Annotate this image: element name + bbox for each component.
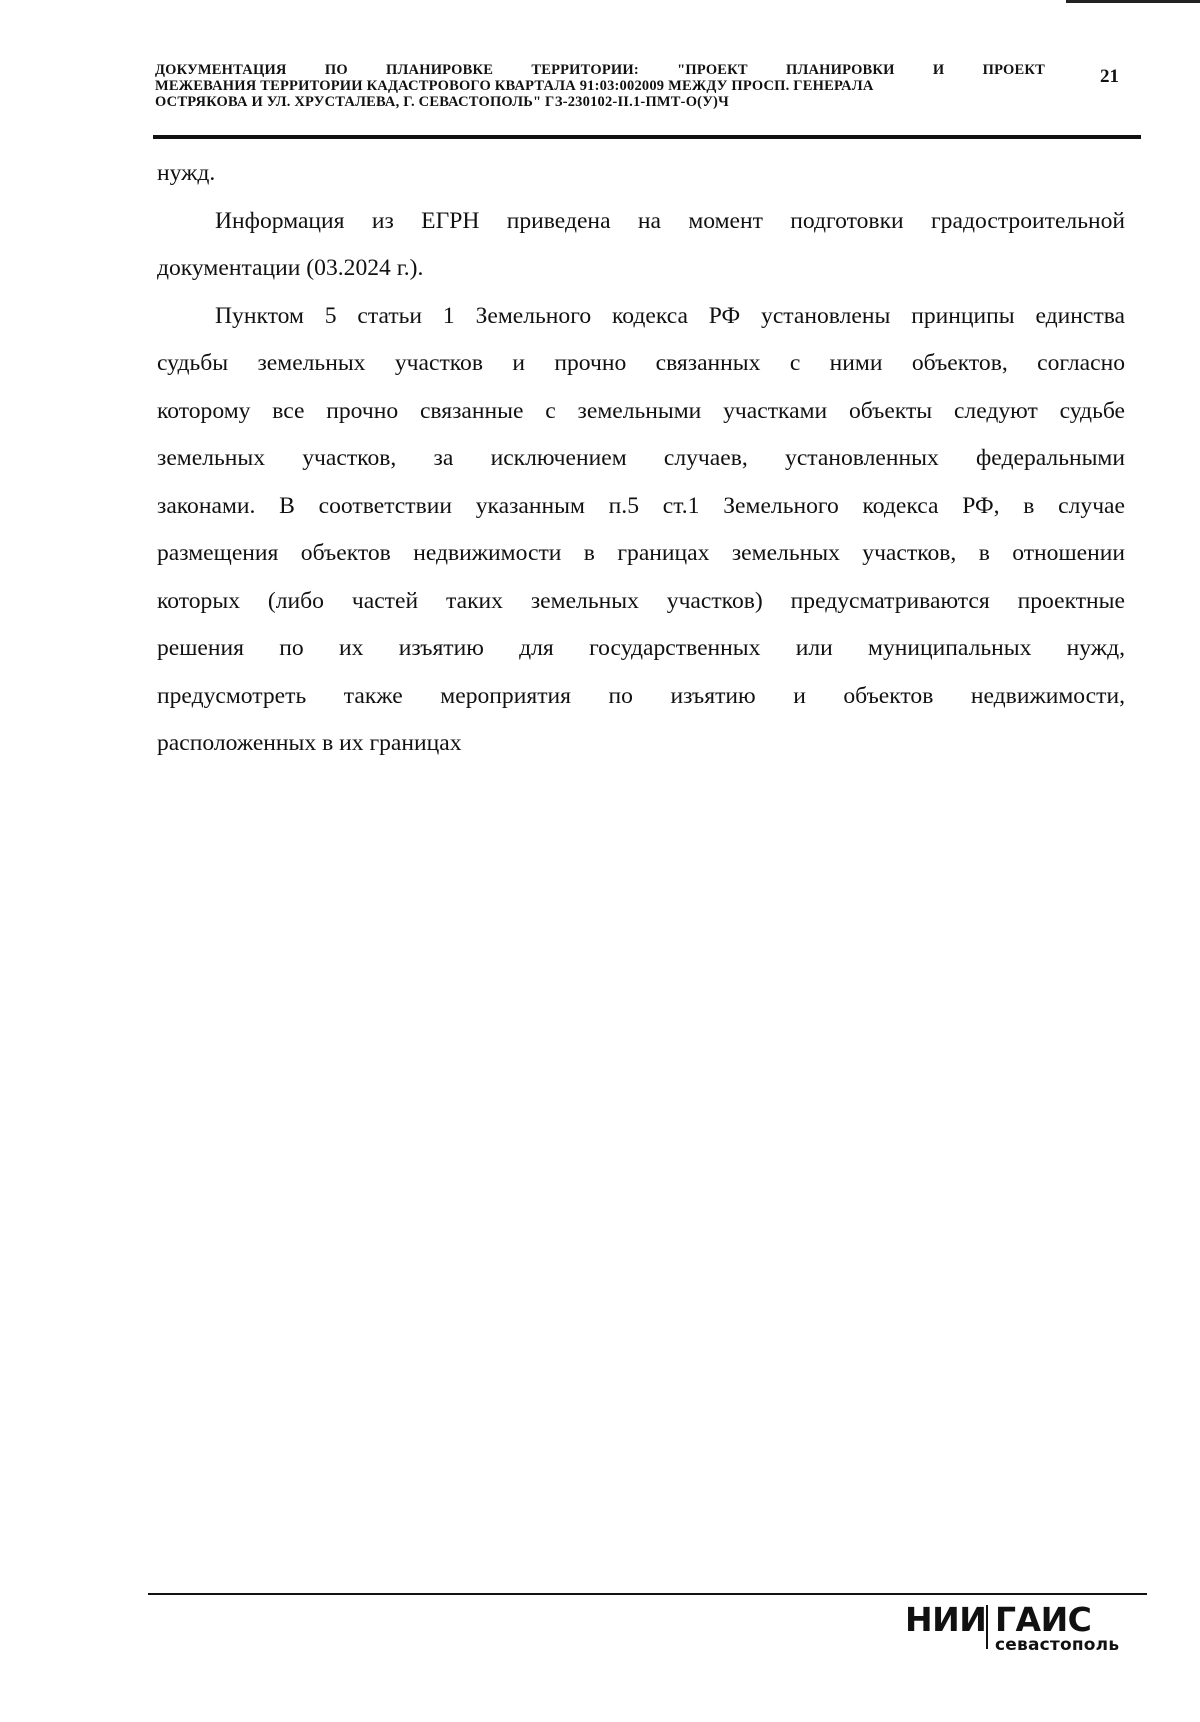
- paragraph-continuation: [157, 150, 1125, 198]
- text-line: расположенных в их границах: [157, 730, 462, 756]
- text-line: размещения объектов недвижимости в границах земельных участков, в отношении: [157, 540, 1125, 566]
- logo-gais-text: ГАИС: [995, 1600, 1092, 1639]
- paragraph-land-code: [157, 293, 1125, 768]
- text-line: документации (03.2024 г.).: [157, 255, 424, 281]
- header-line-3: ОСТРЯКОВА И УЛ. ХРУСТАЛЕВА, Г. СЕВАСТОПОЛЬ" ГЗ-230102-II.1-ПМТ-О(У)Ч: [155, 94, 729, 110]
- text-line: нужд.: [157, 160, 216, 186]
- nii-gais-logo: [905, 1598, 1145, 1658]
- text-line: предусмотреть также мероприятия по изъятию и объектов недвижимости,: [157, 682, 1125, 709]
- top-corner-line: [1066, 0, 1200, 3]
- paragraph-egrn-info: [157, 198, 1125, 293]
- footer-divider: [148, 1593, 1147, 1595]
- logo-nii-text: НИИ: [905, 1600, 987, 1639]
- logo-city-text: севастополь: [995, 1635, 1120, 1655]
- header-line-2: МЕЖЕВАНИЯ ТЕРРИТОРИИ КАДАСТРОВОГО КВАРТАЛА 91:03:002009 МЕЖДУ ПРОСП. ГЕНЕРАЛА: [155, 78, 874, 94]
- document-header: [155, 62, 1045, 110]
- text-line: которых (либо частей таких земельных участков) предусматриваются проектные: [157, 587, 1125, 614]
- text-line: Пунктом 5 статьи 1 Земельного кодекса РФ установлены принципы единства: [215, 302, 1125, 329]
- header-line-1: ДОКУМЕНТАЦИЯ ПО ПЛАНИРОВКЕ ТЕРРИТОРИИ: "ПРОЕКТ ПЛАНИРОВКИ И ПРОЕКТ: [155, 62, 1045, 78]
- text-line: решения по их изъятию для государственных или муниципальных нужд,: [157, 635, 1125, 661]
- text-line: земельных участков, за исключением случаев, установленных федеральными: [157, 445, 1125, 471]
- text-line: Информация из ЕГРН приведена на момент подготовки градостроительной: [215, 207, 1125, 234]
- logo-separator: [986, 1605, 988, 1649]
- text-line: законами. В соответствии указанным п.5 ст.1 Земельного кодекса РФ, в случае: [157, 492, 1125, 519]
- text-line: которому все прочно связанные с земельными участками объекты следуют судьбе: [157, 397, 1125, 424]
- page-number: 21: [1100, 66, 1119, 87]
- header-divider: [153, 135, 1141, 139]
- document-body: [157, 150, 1125, 768]
- text-line: судьбы земельных участков и прочно связанных с ними объектов, согласно: [157, 350, 1125, 376]
